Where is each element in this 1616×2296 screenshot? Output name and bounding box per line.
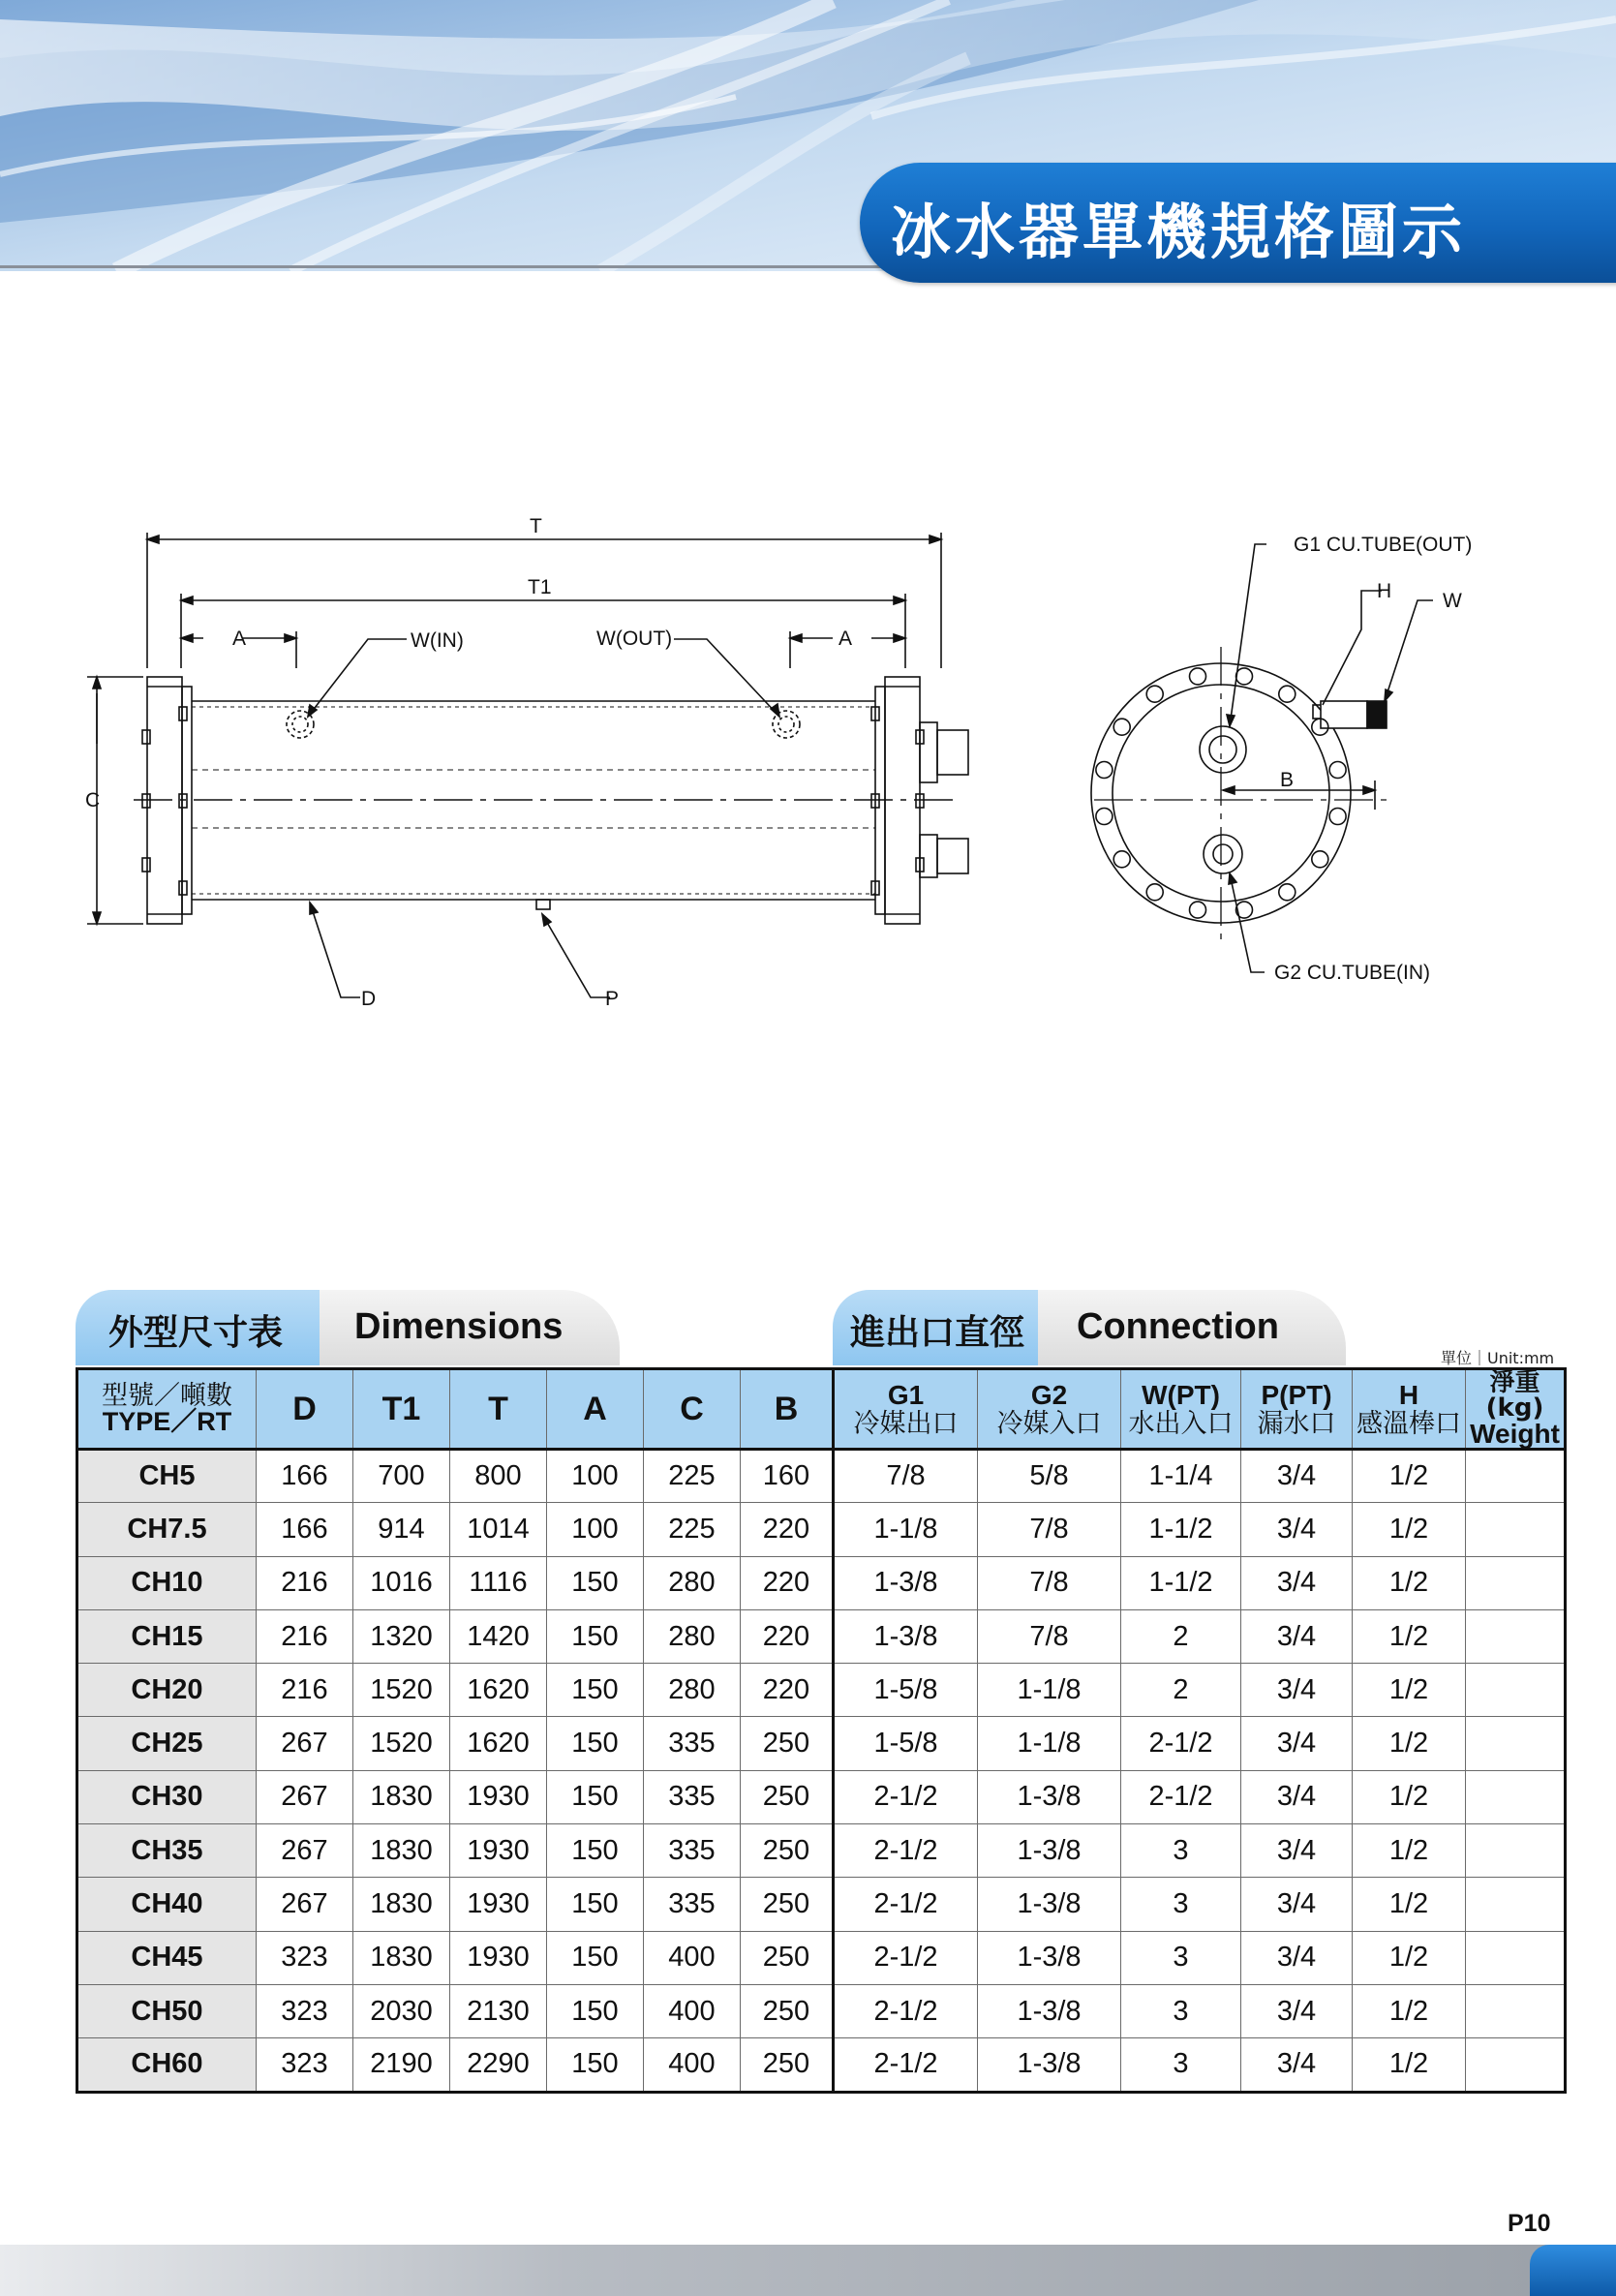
cell-g1: 2-1/2 xyxy=(834,2038,978,2092)
cell-t1: 1830 xyxy=(353,1770,450,1823)
cell-p: 3/4 xyxy=(1241,1931,1353,1984)
cell-b: 160 xyxy=(741,1450,834,1503)
cell-weight xyxy=(1466,1824,1566,1878)
cell-a: 150 xyxy=(547,1664,644,1717)
cell-t1: 2030 xyxy=(353,1984,450,2037)
label-p: P xyxy=(605,988,620,1010)
cell-c: 335 xyxy=(644,1824,741,1878)
cell-w: 2 xyxy=(1121,1609,1241,1663)
cell-t1: 1320 xyxy=(353,1609,450,1663)
spec-table-body xyxy=(77,1450,1566,2093)
header-g1 xyxy=(834,1369,978,1450)
label-h: H xyxy=(1377,580,1392,602)
bolt-hole xyxy=(1113,851,1130,868)
cell-c: 335 xyxy=(644,1770,741,1823)
cell-g2: 5/8 xyxy=(978,1450,1121,1503)
label-w-out: W(OUT) xyxy=(596,628,673,650)
header-g1-sub: 冷媒出口 xyxy=(853,1408,959,1439)
cell-g2: 1-3/8 xyxy=(978,1878,1121,1931)
cell-a: 150 xyxy=(547,1770,644,1823)
cell-model: CH45 xyxy=(77,1931,257,1984)
cell-b: 250 xyxy=(741,1717,834,1770)
bolt-hole xyxy=(1190,902,1206,918)
cell-b: 220 xyxy=(741,1503,834,1556)
cell-b: 250 xyxy=(741,1824,834,1878)
cell-w: 1-1/2 xyxy=(1121,1556,1241,1609)
cell-w: 1-1/4 xyxy=(1121,1450,1241,1503)
cell-d: 166 xyxy=(257,1450,353,1503)
cell-weight xyxy=(1466,1664,1566,1717)
header-a: A xyxy=(547,1369,644,1450)
cell-model: CH10 xyxy=(77,1556,257,1609)
header-p xyxy=(1241,1369,1353,1450)
table-row xyxy=(77,1770,1566,1823)
connection-tab-en: Connection xyxy=(1077,1306,1279,1347)
cell-h: 1/2 xyxy=(1353,1556,1466,1609)
cell-h: 1/2 xyxy=(1353,1717,1466,1770)
cell-a: 100 xyxy=(547,1503,644,1556)
bolt-hole xyxy=(1329,762,1346,779)
bolt-hole xyxy=(1096,762,1113,779)
cell-weight xyxy=(1466,1717,1566,1770)
cell-model: CH15 xyxy=(77,1609,257,1663)
bolt-hole xyxy=(1279,686,1296,702)
bolt-hole xyxy=(1279,884,1296,901)
cell-h: 1/2 xyxy=(1353,1664,1466,1717)
cell-t: 1620 xyxy=(450,1717,547,1770)
cell-b: 250 xyxy=(741,2038,834,2092)
dimensions-tab-cn: 外型尺寸表 xyxy=(108,1313,284,1353)
cell-c: 225 xyxy=(644,1450,741,1503)
bolt-hole xyxy=(1312,851,1328,868)
cell-weight xyxy=(1466,1878,1566,1931)
cell-model: CH20 xyxy=(77,1664,257,1717)
cell-g2: 1-3/8 xyxy=(978,1931,1121,1984)
cell-p: 3/4 xyxy=(1241,1664,1353,1717)
table-row xyxy=(77,1503,1566,1556)
cell-model: CH50 xyxy=(77,1984,257,2037)
table-row xyxy=(77,1609,1566,1663)
cell-c: 335 xyxy=(644,1717,741,1770)
cell-weight xyxy=(1466,1770,1566,1823)
cell-weight xyxy=(1466,1609,1566,1663)
cell-weight xyxy=(1466,1984,1566,2037)
cell-a: 150 xyxy=(547,1717,644,1770)
cell-a: 150 xyxy=(547,2038,644,2092)
cell-g2: 1-3/8 xyxy=(978,1984,1121,2037)
cell-p: 3/4 xyxy=(1241,1717,1353,1770)
cell-c: 400 xyxy=(644,1931,741,1984)
header-weight-cn: 淨重(kg) xyxy=(1485,1368,1544,1423)
header-g2 xyxy=(978,1369,1121,1450)
cell-p: 3/4 xyxy=(1241,1450,1353,1503)
cell-weight xyxy=(1466,1931,1566,1984)
table-row xyxy=(77,1878,1566,1931)
cell-b: 250 xyxy=(741,1931,834,1984)
header-g1-label: G1 xyxy=(887,1379,925,1410)
cell-g2: 7/8 xyxy=(978,1556,1121,1609)
cell-d: 323 xyxy=(257,1931,353,1984)
cell-t: 2290 xyxy=(450,2038,547,2092)
header-h-sub: 感溫棒口 xyxy=(1357,1408,1461,1439)
cell-t1: 1830 xyxy=(353,1824,450,1878)
cell-h: 1/2 xyxy=(1353,1770,1466,1823)
cell-a: 150 xyxy=(547,1556,644,1609)
header-t: T xyxy=(450,1369,547,1450)
cell-p: 3/4 xyxy=(1241,1556,1353,1609)
cell-w: 3 xyxy=(1121,1878,1241,1931)
header-h-label: H xyxy=(1398,1379,1419,1410)
cell-model: CH7.5 xyxy=(77,1503,257,1556)
table-row xyxy=(77,1931,1566,1984)
cell-model: CH35 xyxy=(77,1824,257,1878)
header-h xyxy=(1353,1369,1466,1450)
cell-a: 150 xyxy=(547,1984,644,2037)
cell-w: 2-1/2 xyxy=(1121,1717,1241,1770)
footer-accent xyxy=(1530,2245,1616,2296)
page-number: P10 xyxy=(1508,2210,1551,2237)
cell-d: 267 xyxy=(257,1770,353,1823)
connection-tab-cn: 進出口直徑 xyxy=(850,1313,1025,1353)
cell-t1: 1520 xyxy=(353,1664,450,1717)
header-d: D xyxy=(257,1369,353,1450)
cell-model: CH5 xyxy=(77,1450,257,1503)
cell-a: 150 xyxy=(547,1609,644,1663)
bolt-hole xyxy=(1190,668,1206,685)
bolt-hole xyxy=(1146,686,1163,702)
dim-label-t1: T1 xyxy=(528,576,552,598)
header-type-cn: 型號／噸數 xyxy=(102,1381,232,1411)
cell-d: 267 xyxy=(257,1824,353,1878)
cell-h: 1/2 xyxy=(1353,2038,1466,2092)
cell-t1: 2190 xyxy=(353,2038,450,2092)
cell-w: 2-1/2 xyxy=(1121,1770,1241,1823)
table-row xyxy=(77,1824,1566,1878)
cell-w: 3 xyxy=(1121,1931,1241,1984)
cell-w: 3 xyxy=(1121,2038,1241,2092)
cell-t: 800 xyxy=(450,1450,547,1503)
bolt-hole xyxy=(1113,719,1130,735)
cell-h: 1/2 xyxy=(1353,1450,1466,1503)
cell-model: CH25 xyxy=(77,1717,257,1770)
cell-g2: 1-1/8 xyxy=(978,1664,1121,1717)
cell-h: 1/2 xyxy=(1353,1878,1466,1931)
cell-t: 1116 xyxy=(450,1556,547,1609)
cell-a: 150 xyxy=(547,1878,644,1931)
cell-t1: 1016 xyxy=(353,1556,450,1609)
cell-g2: 1-1/8 xyxy=(978,1717,1121,1770)
label-w-in: W(IN) xyxy=(411,629,464,652)
header-p-label: P(PT) xyxy=(1261,1379,1332,1410)
label-w: W xyxy=(1443,590,1462,612)
cell-c: 280 xyxy=(644,1609,741,1663)
cell-t1: 700 xyxy=(353,1450,450,1503)
cell-h: 1/2 xyxy=(1353,1984,1466,2037)
cell-weight xyxy=(1466,1450,1566,1503)
table-header-row xyxy=(77,1369,1566,1450)
cell-p: 3/4 xyxy=(1241,1770,1353,1823)
header-weight-en: Weight xyxy=(1470,1419,1560,1449)
cell-t: 1930 xyxy=(450,1824,547,1878)
cell-w: 2 xyxy=(1121,1664,1241,1717)
cell-g1: 1-5/8 xyxy=(834,1717,978,1770)
header-w xyxy=(1121,1369,1241,1450)
cell-g1: 1-1/8 xyxy=(834,1503,978,1556)
cell-h: 1/2 xyxy=(1353,1931,1466,1984)
table-row xyxy=(77,1717,1566,1770)
cell-model: CH40 xyxy=(77,1878,257,1931)
cell-t1: 1830 xyxy=(353,1878,450,1931)
cell-g1: 2-1/2 xyxy=(834,1878,978,1931)
cell-t: 1420 xyxy=(450,1609,547,1663)
cell-t: 1014 xyxy=(450,1503,547,1556)
cell-model: CH60 xyxy=(77,2038,257,2092)
label-g1-tube: G1 CU.TUBE(OUT) xyxy=(1294,534,1473,556)
cell-g2: 1-3/8 xyxy=(978,1824,1121,1878)
cell-b: 220 xyxy=(741,1556,834,1609)
header-g2-sub: 冷媒入口 xyxy=(996,1408,1102,1439)
unit-label: 單位｜Unit:mm xyxy=(1441,1349,1555,1367)
cell-h: 1/2 xyxy=(1353,1824,1466,1878)
cell-model: CH30 xyxy=(77,1770,257,1823)
cell-t1: 1830 xyxy=(353,1931,450,1984)
label-d: D xyxy=(361,988,377,1010)
cell-g1: 1-3/8 xyxy=(834,1556,978,1609)
dim-label-c: C xyxy=(85,789,101,811)
cell-t1: 1520 xyxy=(353,1717,450,1770)
cell-d: 267 xyxy=(257,1717,353,1770)
bolt-hole xyxy=(1236,668,1253,685)
cell-g2: 7/8 xyxy=(978,1503,1121,1556)
connection-tab xyxy=(833,1290,1356,1365)
cell-p: 3/4 xyxy=(1241,1984,1353,2037)
cell-c: 400 xyxy=(644,1984,741,2037)
table-row xyxy=(77,1450,1566,1503)
cell-b: 250 xyxy=(741,1984,834,2037)
cell-c: 225 xyxy=(644,1503,741,1556)
cell-h: 1/2 xyxy=(1353,1503,1466,1556)
header-p-sub: 漏水口 xyxy=(1257,1408,1336,1439)
header-w-sub: 水出入口 xyxy=(1128,1408,1234,1439)
header-type-en: TYPE／RT xyxy=(102,1407,232,1436)
cell-a: 150 xyxy=(547,1824,644,1878)
dimensions-tab-en: Dimensions xyxy=(354,1306,564,1347)
cell-c: 335 xyxy=(644,1878,741,1931)
cell-d: 267 xyxy=(257,1878,353,1931)
cell-g1: 1-5/8 xyxy=(834,1664,978,1717)
cell-b: 220 xyxy=(741,1609,834,1663)
header-b: B xyxy=(741,1369,834,1450)
dim-label-a-left: A xyxy=(232,628,247,650)
cell-t: 2130 xyxy=(450,1984,547,2037)
bolt-hole xyxy=(1146,884,1163,901)
spec-table xyxy=(76,1367,1567,2094)
cell-p: 3/4 xyxy=(1241,2038,1353,2092)
cell-g1: 2-1/2 xyxy=(834,1770,978,1823)
table-row xyxy=(77,1664,1566,1717)
cell-g2: 7/8 xyxy=(978,1609,1121,1663)
dimensions-tab xyxy=(76,1290,627,1365)
cell-weight xyxy=(1466,2038,1566,2092)
cell-g2: 1-3/8 xyxy=(978,1770,1121,1823)
cell-d: 166 xyxy=(257,1503,353,1556)
bolt-hole xyxy=(1329,809,1346,825)
header-type xyxy=(77,1369,257,1450)
cell-t1: 914 xyxy=(353,1503,450,1556)
cell-c: 400 xyxy=(644,2038,741,2092)
bolt-hole xyxy=(1236,902,1253,918)
header-c: C xyxy=(644,1369,741,1450)
cell-g2: 1-3/8 xyxy=(978,2038,1121,2092)
cell-w: 3 xyxy=(1121,1984,1241,2037)
cell-p: 3/4 xyxy=(1241,1878,1353,1931)
cell-g1: 1-3/8 xyxy=(834,1609,978,1663)
cell-a: 150 xyxy=(547,1931,644,1984)
cell-g1: 2-1/2 xyxy=(834,1984,978,2037)
cell-c: 280 xyxy=(644,1556,741,1609)
cell-w: 1-1/2 xyxy=(1121,1503,1241,1556)
cell-t: 1930 xyxy=(450,1770,547,1823)
footer-bar xyxy=(0,2245,1616,2296)
cell-d: 216 xyxy=(257,1664,353,1717)
chiller-technical-drawing xyxy=(58,494,1530,1056)
cell-t: 1620 xyxy=(450,1664,547,1717)
dim-label-t: T xyxy=(530,515,542,537)
cell-d: 323 xyxy=(257,1984,353,2037)
cell-weight xyxy=(1466,1556,1566,1609)
cell-g1: 2-1/2 xyxy=(834,1931,978,1984)
label-g2-tube: G2 CU.TUBE(IN) xyxy=(1274,962,1431,984)
cell-a: 100 xyxy=(547,1450,644,1503)
cell-p: 3/4 xyxy=(1241,1609,1353,1663)
table-row xyxy=(77,2038,1566,2092)
cell-d: 323 xyxy=(257,2038,353,2092)
header-weight xyxy=(1466,1369,1566,1450)
header-t1: T1 xyxy=(353,1369,450,1450)
cell-t: 1930 xyxy=(450,1878,547,1931)
cell-b: 220 xyxy=(741,1664,834,1717)
cell-b: 250 xyxy=(741,1770,834,1823)
table-row xyxy=(77,1556,1566,1609)
cell-c: 280 xyxy=(644,1664,741,1717)
dim-label-a-right: A xyxy=(838,628,853,650)
header-g2-label: G2 xyxy=(1030,1379,1068,1410)
cell-h: 1/2 xyxy=(1353,1609,1466,1663)
table-row xyxy=(77,1984,1566,2037)
cell-d: 216 xyxy=(257,1609,353,1663)
cell-g1: 2-1/2 xyxy=(834,1824,978,1878)
cell-w: 3 xyxy=(1121,1824,1241,1878)
cell-weight xyxy=(1466,1503,1566,1556)
cell-p: 3/4 xyxy=(1241,1824,1353,1878)
page-title: 冰水器單機規格圖示 xyxy=(891,197,1467,267)
cell-d: 216 xyxy=(257,1556,353,1609)
header-w-label: W(PT) xyxy=(1142,1379,1220,1410)
dim-label-b: B xyxy=(1280,769,1295,791)
cell-t: 1930 xyxy=(450,1931,547,1984)
cell-p: 3/4 xyxy=(1241,1503,1353,1556)
cell-b: 250 xyxy=(741,1878,834,1931)
bolt-hole xyxy=(1096,809,1113,825)
cell-g1: 7/8 xyxy=(834,1450,978,1503)
